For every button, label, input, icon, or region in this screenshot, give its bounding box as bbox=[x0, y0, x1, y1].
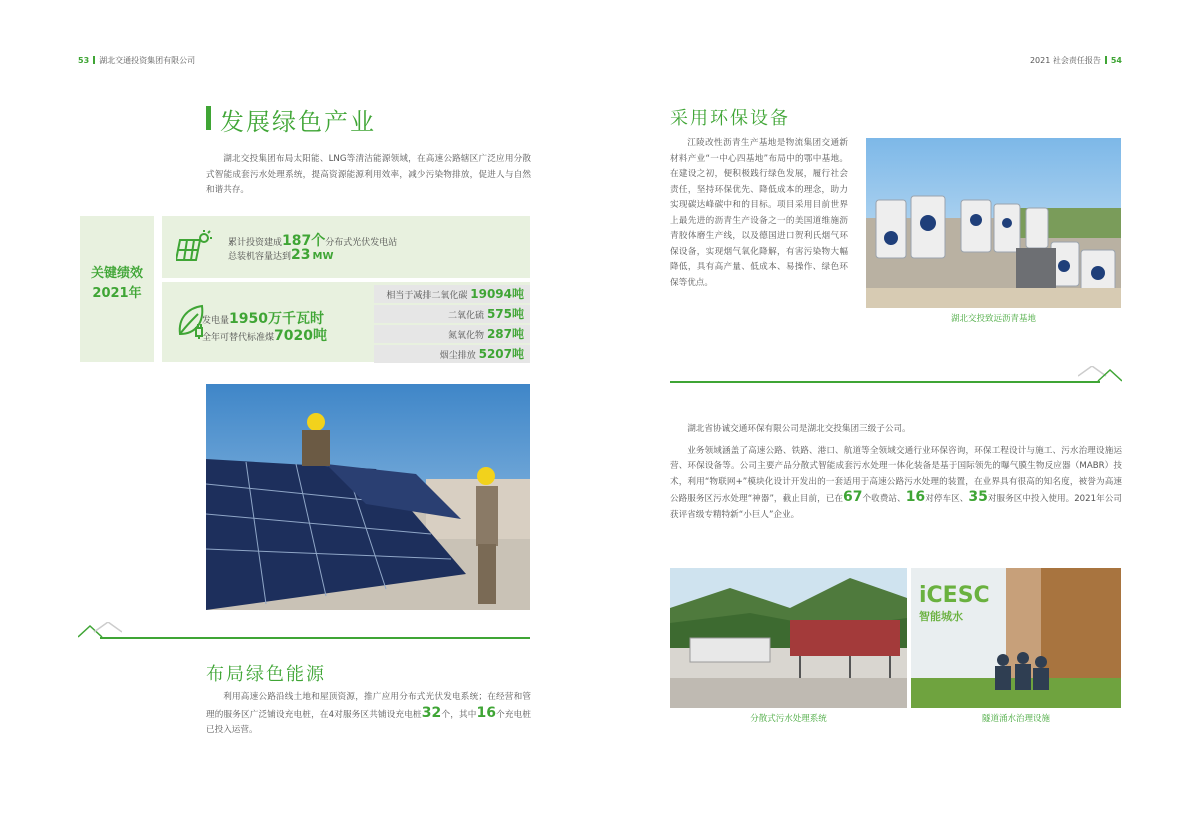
eco-equipment-paragraph bbox=[670, 136, 848, 291]
title-marker bbox=[206, 106, 211, 130]
left-page-number: 53 bbox=[78, 56, 90, 65]
asphalt-photo-caption: 湖北交投致远沥青基地 bbox=[950, 314, 1036, 324]
asphalt-base-photo bbox=[866, 138, 1121, 308]
charging-pile-count: 32 bbox=[421, 704, 442, 721]
container-logo-cn: 智能城水 bbox=[919, 610, 963, 623]
section-divider-left bbox=[100, 637, 530, 639]
emission-value: 19094吨 bbox=[470, 287, 524, 301]
section-divider-right bbox=[670, 381, 1100, 383]
emission-label: 氮氧化物 bbox=[448, 331, 485, 341]
coal-line bbox=[202, 325, 327, 345]
capacity-unit: MW bbox=[312, 251, 334, 262]
section-title-green-industry: 发展绿色产业 bbox=[220, 108, 376, 136]
header-divider bbox=[93, 56, 95, 64]
energy-text-a: 利用高速公路沿线土地和屋顶资源，推广应用分布式光伏发电系统；在经营和管理的服务区广泛铺设充电桩，在4对服务区共铺设充电桩 bbox=[206, 692, 531, 720]
xiecheng-business bbox=[670, 444, 1122, 524]
kpi-solar-panel bbox=[162, 216, 530, 278]
left-page-header bbox=[78, 55, 195, 66]
xiecheng-paragraph bbox=[670, 422, 1122, 523]
section-title-eco-equipment: 采用环保设备 bbox=[670, 108, 790, 129]
sewage-system-photo bbox=[670, 568, 907, 708]
emission-label: 烟尘排放 bbox=[439, 351, 476, 361]
coal-value: 7020吨 bbox=[274, 328, 327, 344]
right-page-header bbox=[1030, 55, 1122, 66]
intro-text: 湖北交投集团布局太阳能、LNG等清洁能源领域，在高速公路辖区广泛应用分散式智能成套污水处理系统，提高资源能源利用效率，减少污染物排放，促进人与自然和谐共存。 bbox=[206, 154, 531, 195]
intro-paragraph bbox=[206, 152, 531, 199]
kpi-year: 2021年 bbox=[92, 286, 142, 301]
business-text-c: 对停车区、 bbox=[925, 494, 969, 504]
emission-row-co2 bbox=[374, 285, 530, 303]
emission-row-dust bbox=[374, 345, 530, 363]
business-text-d: 对服务区中投入使用。2021年公司获评省级专精特新“小巨人”企业。 bbox=[670, 494, 1122, 520]
section-title-green-energy: 布局绿色能源 bbox=[206, 664, 326, 685]
emission-row-nox bbox=[374, 325, 530, 343]
energy-text-b: 个，其中 bbox=[441, 709, 477, 720]
solar-value: 187个 bbox=[282, 233, 326, 249]
business-text-b: 个收费站、 bbox=[862, 494, 906, 504]
capacity-line bbox=[228, 247, 333, 263]
emission-value: 575吨 bbox=[486, 307, 524, 321]
mountain-ornament-icon bbox=[78, 622, 122, 638]
xiecheng-intro: 湖北省协诚交通环保有限公司是湖北交投集团三级子公司。 bbox=[687, 424, 911, 434]
emission-row-so2 bbox=[374, 305, 530, 323]
emission-label: 二氧化硫 bbox=[448, 311, 485, 321]
left-org-name: 湖北交通投资集团有限公司 bbox=[99, 56, 196, 65]
solar-installation-photo bbox=[206, 384, 530, 610]
solar-text-a: 累计投资建成 bbox=[228, 238, 283, 248]
emission-value: 287吨 bbox=[486, 327, 524, 341]
sewage-photo-caption: 分散式污水处理系统 bbox=[750, 714, 827, 724]
toll-station-count: 67 bbox=[843, 489, 863, 505]
energy-text-c: 个充电桩已投入运营。 bbox=[206, 709, 531, 735]
parking-area-count: 16 bbox=[905, 489, 926, 505]
green-energy-text bbox=[206, 690, 531, 739]
generation-text: 发电量 bbox=[202, 316, 230, 326]
right-page-number: 54 bbox=[1110, 56, 1122, 65]
green-energy-paragraph bbox=[206, 690, 531, 739]
container-logo: iCESC bbox=[919, 583, 990, 608]
tunnel-water-treatment-photo bbox=[911, 568, 1121, 708]
kpi-label: 关键绩效 bbox=[90, 266, 143, 281]
capacity-text: 总装机容量达到 bbox=[228, 252, 292, 262]
report-title: 2021 社会责任报告 bbox=[1029, 56, 1101, 65]
business-text-a: 业务领域涵盖了高速公路、铁路、港口、航道等全领域交通行业环保咨询，环保工程设计与施工、污水治理设施运营、环保设备等。公司主要产品分散式智能成套污水处理一体化装备是基于国际领先的曝气膜生物反应器（MABR）技术，利用“物联网+”模块化设计开发出的一套适用于高速公路污水处理的装置，在业界具有很高的知名度，被誉为高速公路服务区污水处理“神器”，截止目前，已在 bbox=[670, 445, 1122, 504]
tunnel-photo-caption: 隧道涌水治理设施 bbox=[981, 714, 1050, 724]
capacity-value: 23 bbox=[291, 247, 311, 263]
eco-equipment-text: 江陵改性沥青生产基地是物流集团交通新材料产业“一中心四基地”布局中的鄂中基地。在建设之初，便积极践行绿色发展，履行社会责任，坚持环保优先、降低成本的理念，助力实现碳达峰碳中和的目标。项目采用目前世界上最先进的沥青生产设备之一的美国道维施沥青胶体磨生产线，以及德国进口贺利氏烟气环保设备，实现烟气氧化降解，有害污染物大幅降低，具有高产量、低成本、易操作、绿色环保等优点。 bbox=[670, 138, 848, 288]
header-divider bbox=[1105, 56, 1107, 64]
kpi-label-panel bbox=[80, 216, 154, 362]
operating-pile-count: 16 bbox=[476, 704, 496, 721]
generation-value: 1950万千瓦时 bbox=[229, 311, 324, 327]
service-area-count: 35 bbox=[968, 489, 988, 505]
solar-panel-icon bbox=[176, 230, 212, 262]
solar-text-b: 分布式光伏发电站 bbox=[325, 238, 398, 248]
emission-value: 5207吨 bbox=[478, 347, 524, 361]
coal-text: 全年可替代标准煤 bbox=[202, 333, 275, 343]
emission-label: 相当于减排二氧化碳 bbox=[386, 291, 468, 301]
mountain-ornament-icon bbox=[1078, 366, 1122, 382]
